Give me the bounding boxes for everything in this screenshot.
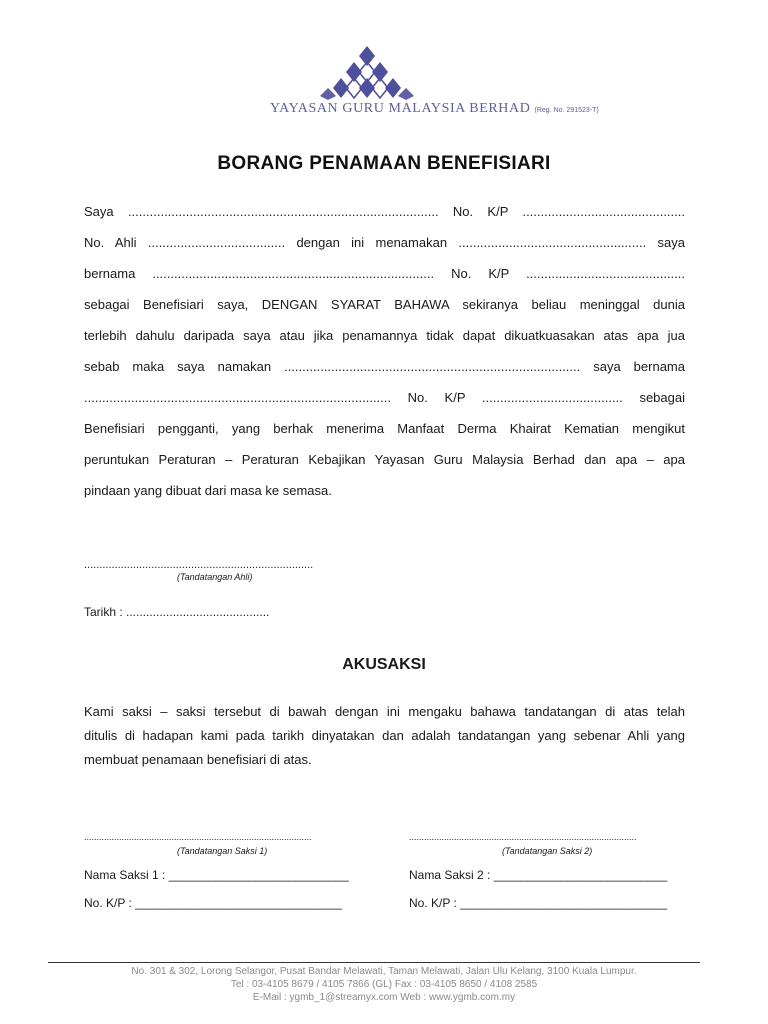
body-line: terlebih dahulu daripada saya atau jika penamannya tidak dapat dikuatkuasakan atas apa jua: [84, 328, 685, 343]
body-line: bernama .............................................................................. No. K/P ............................................: [84, 266, 685, 281]
nomination-paragraph: [84, 196, 685, 506]
organization-logo: [314, 44, 420, 100]
body-line: sebagai Benefisiari saya, DENGAN SYARAT BAHAWA sekiranya beliau meninggal dunia: [84, 297, 685, 312]
footer-phone: Tel : 03-4105 8679 / 4105 7866 (GL) Fax : 03-4105 8650 / 4108 2585: [230, 979, 538, 990]
footer-address: No. 301 & 302, Lorong Selangor, Pusat Bandar Melawati, Taman Melawati, Jalan Ulu Kelang, 3100 Kuala Lumpur.: [131, 966, 637, 977]
registration-number: (Reg. No. 291523-T): [534, 107, 599, 114]
declaration-line: Kami saksi – saksi tersebut di bawah dengan ini mengaku bahawa tandatangan di atas telah: [84, 704, 685, 719]
witness2-signature-caption: (Tandatangan Saksi 2): [502, 846, 593, 856]
witness2-ic-field[interactable]: No. K/P : _______________________________: [409, 896, 668, 910]
declaration-line: ditulis di hadapan kami pada tarikh dinyatakan dan adalah tandatangan yang sebenar Ahli yang: [84, 728, 685, 743]
witness2-name-field[interactable]: Nama Saksi 2 : __________________________: [409, 868, 668, 882]
witness-section-title: AKUSAKSI: [342, 656, 426, 673]
declaration-line: membuat penamaan benefisiari di atas.: [84, 752, 312, 767]
witness1-signature-line[interactable]: ...........................................................................................: [84, 832, 312, 842]
witness1-name-field[interactable]: Nama Saksi 1 : ___________________________: [84, 868, 349, 882]
body-line: ..................................................................................... No. K/P ....................................... sebagai: [84, 390, 685, 405]
organization-name: [270, 101, 599, 117]
form-title: BORANG PENAMAAN BENEFISIARI: [217, 153, 551, 174]
org-name-text: YAYASAN GURU MALAYSIA BERHAD: [270, 101, 531, 116]
body-line: sebab maka saya namakan .................................................................................. saya bernama: [84, 359, 685, 374]
witness1-signature-caption: (Tandatangan Saksi 1): [177, 846, 268, 856]
date-field[interactable]: Tarikh : ...........................................: [84, 605, 270, 619]
body-line: No. Ahli ...................................... dengan ini menamakan .................................................... saya: [84, 235, 685, 250]
body-line: pindaan yang dibuat dari masa ke semasa.: [84, 483, 332, 498]
witness1-ic-field[interactable]: No. K/P : _______________________________: [84, 896, 343, 910]
member-signature-line[interactable]: ...........................................................................: [84, 559, 314, 571]
witness-declaration: [84, 700, 685, 772]
body-line: Saya ...................................................................................... No. K/P .............................................: [84, 204, 685, 219]
body-line: peruntukan Peraturan – Peraturan Kebajikan Yayasan Guru Malaysia Berhad dan apa – apa: [84, 452, 685, 467]
footer-divider: [48, 962, 700, 963]
member-signature-caption: (Tandatangan Ahli): [177, 572, 253, 582]
witness2-signature-line[interactable]: ...........................................................................................: [409, 832, 637, 842]
footer: [0, 965, 768, 1004]
footer-contact: E-Mail : ygmb_1@streamyx.com Web : www.ygmb.com.my: [252, 992, 516, 1003]
body-line: Benefisiari pengganti, yang berhak menerima Manfaat Derma Khairat Kematian mengikut: [84, 421, 685, 436]
